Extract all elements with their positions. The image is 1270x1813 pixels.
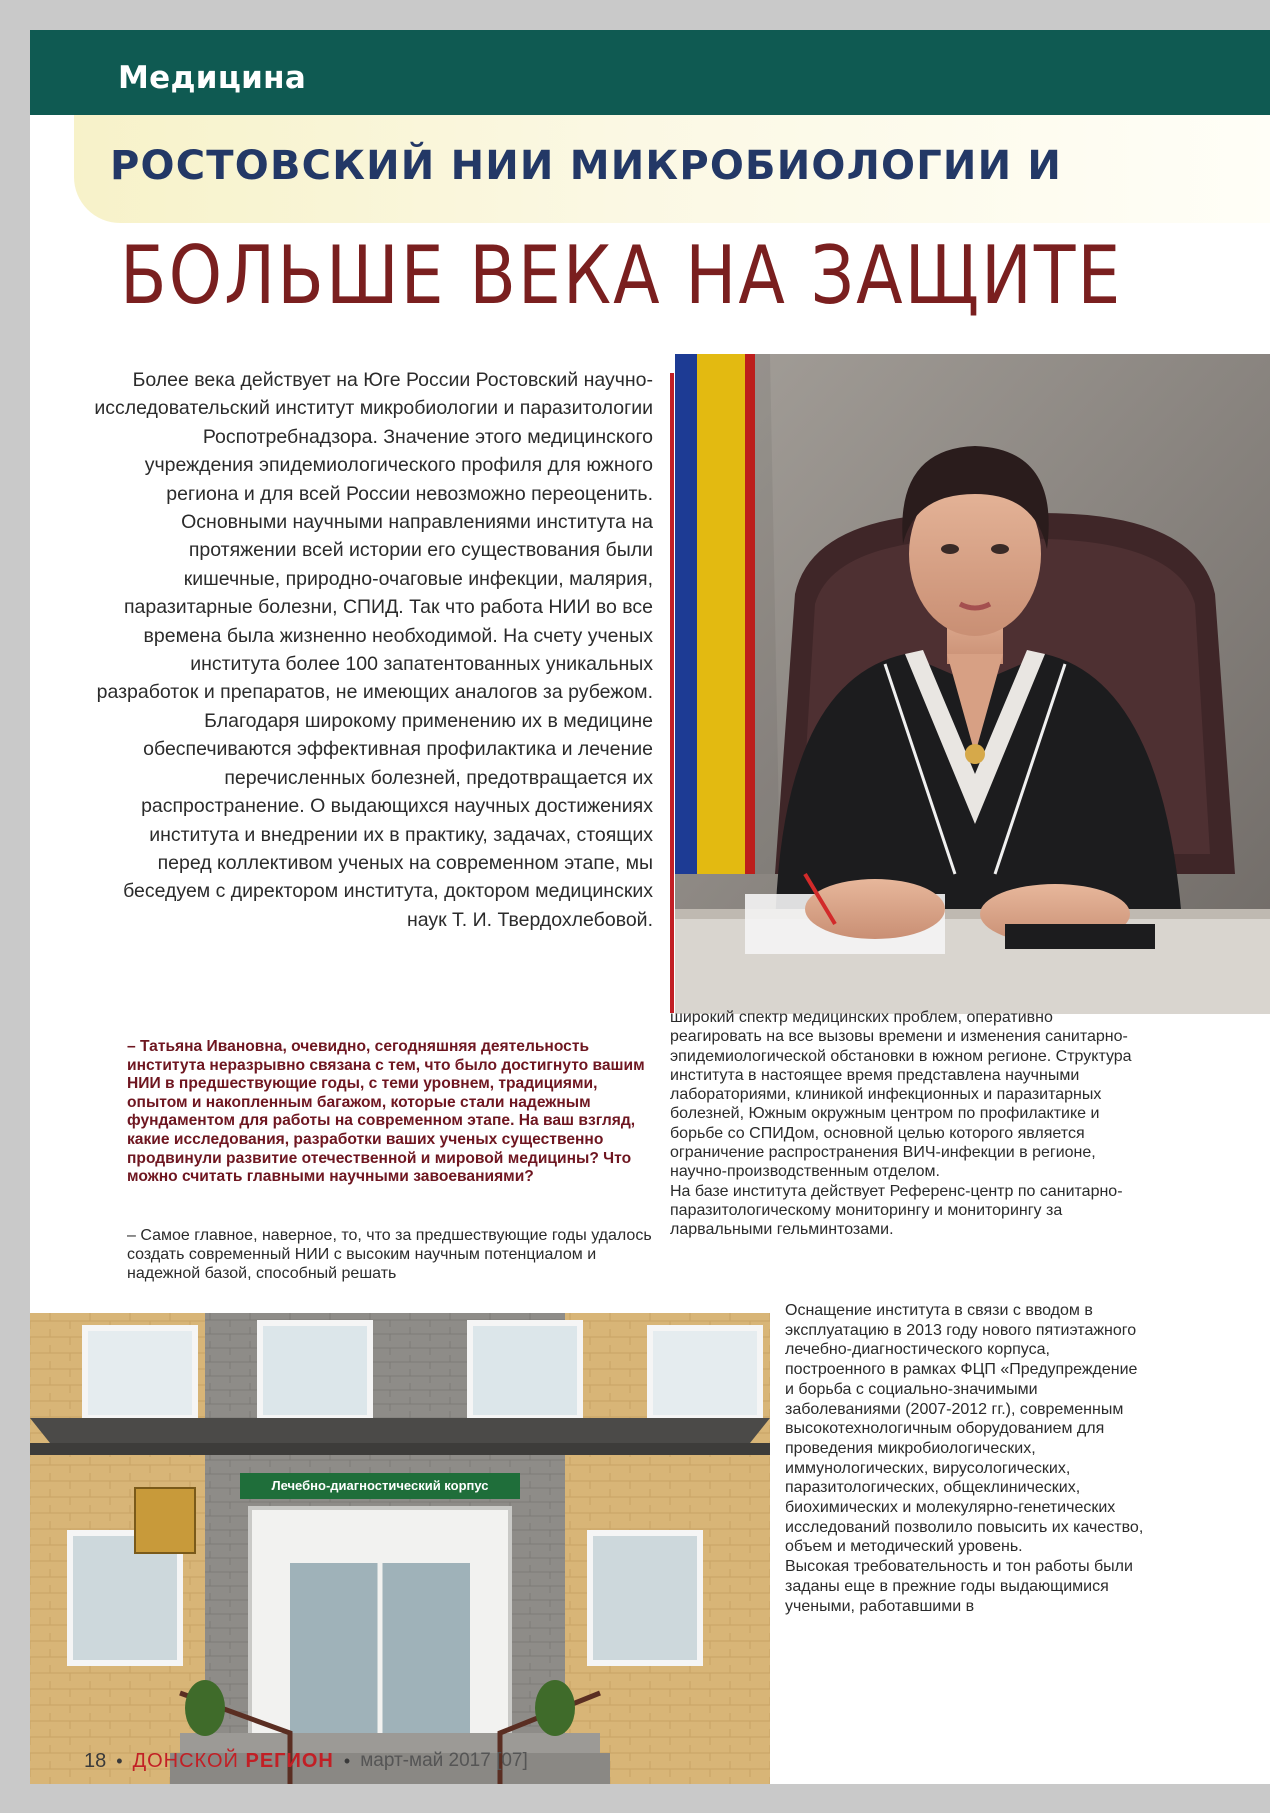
lead-paragraph: Более века действует на Юге России Ростовский научно-исследовательский институт микробиологии и паразитологии Роспотребнадзора. Значение этого медицинского учреждения эпидемиологического профиля для южного региона и для всей России невозможно переоценить. Основными научными направлениями института на протяжении всей истории его существования были кишечные, природно-очаговые инфекции, малярия, паразитарные болезни, СПИД. Так что работа НИИ во все времена была жизненно необходимой. На счету ученых института более 100 запатентованных уникальных разработок и препаратов, не имеющих аналогов за рубежом. Благодаря широкому применению их в медицине обеспечиваются эффективная профилактика и лечение перечисленных болезней, предотвращается их распространение. О выдающихся научных достижениях института и внедрении их в практику, задачах, стоящих перед коллективом ученых на современном этапе, мы беседуем с директором института, доктором медицинских наук Т. И. Твердохлебовой. xyxy=(94,369,653,931)
paragraph: Высокая требовательность и тон работы были заданы еще в прежние годы выдающимися учеными, работавшими в xyxy=(785,1558,1133,1615)
paragraph: широкий спектр медицинских проблем, оперативно реагировать на все вызовы времени и изменения санитарно-эпидемиологической обстановки в южном регионе. Структура института в настоящее время представлена научными лабораториями, клиникой инфекционных и паразитарных болезней, Южным окружным центром по профилактике и борьбе со СПИДом, основной целью которого является ограничение распространения ВИЧ-инфекции в регионе, научно-производственным отделом. xyxy=(670,1009,1132,1181)
director-portrait-photo xyxy=(675,354,1270,1014)
issue-label: март-май 2017 [07] xyxy=(360,1750,528,1771)
magazine-page xyxy=(30,30,1270,1784)
building-sign-text: Лечебно-диагностический корпус xyxy=(271,1478,489,1493)
interview-answer: – Самое главное, наверное, то, что за предшествующие годы удалось создать современный НИИ с высоким научным потенциалом и надежной базой, способный решать xyxy=(127,1227,652,1282)
footer-separator: • xyxy=(343,1750,351,1771)
magazine-name xyxy=(133,1750,334,1773)
pendant xyxy=(965,744,985,764)
portrait-illustration xyxy=(675,354,1270,1014)
kicker-title: РОСТОВСКИЙ НИИ МИКРОБИОЛОГИИ И xyxy=(110,143,1063,189)
lead-accent-rule xyxy=(670,373,674,1013)
page-number: 18 xyxy=(84,1749,107,1772)
rubric-label: Медицина xyxy=(118,60,307,96)
article-headline: БОЛЬШЕ ВЕКА НА ЗАЩИТЕ xyxy=(120,230,1123,324)
magazine-name-part2: РЕГИОН xyxy=(245,1749,334,1772)
building-illustration xyxy=(30,1313,770,1784)
footer-separator: • xyxy=(116,1750,123,1771)
right-column-text-lower xyxy=(785,1301,1145,1616)
magazine-name-part1: ДОНСКОЙ xyxy=(132,1749,239,1772)
right-column-text xyxy=(670,1008,1140,1240)
paragraph: Оснащение института в связи с вводом в эксплуатацию в 2013 году нового пятиэтажного лечебно-диагностического корпуса, построенного в рамках ФЦП «Предупреждение и борьба с социально-значимыми заболеваниями (2007-2012 гг.), современным высокотехнологичным оборудованием для проведения микробиологических, иммунологических, вирусологических, паразитологических, общеклинических, биохимических и молекулярно-генетических исследований позволило повысить их качество, объем и методический уровень. xyxy=(785,1302,1144,1556)
page-footer xyxy=(84,1746,528,1776)
interview-question: – Татьяна Ивановна, очевидно, сегодняшняя деятельность института неразрывно связана с тем, что было достигнуто вашим НИИ в предшествующие годы, с теми уровнем, традициями, опытом и накопленным багажом, которые стали надежным фундаментом для работы на современном этапе. На ваш взгляд, какие исследования, разработки ваших ученых существенно продвинули развитие отечественной и мировой медицины? Что можно считать главными научными завоеваниями? xyxy=(127,1038,645,1186)
clinic-building-photo xyxy=(30,1313,770,1784)
paragraph: На базе института действует Референс-центр по санитарно-паразитологическому мониторингу и мониторингу за ларвальными гельминтозами. xyxy=(670,1182,1123,1239)
